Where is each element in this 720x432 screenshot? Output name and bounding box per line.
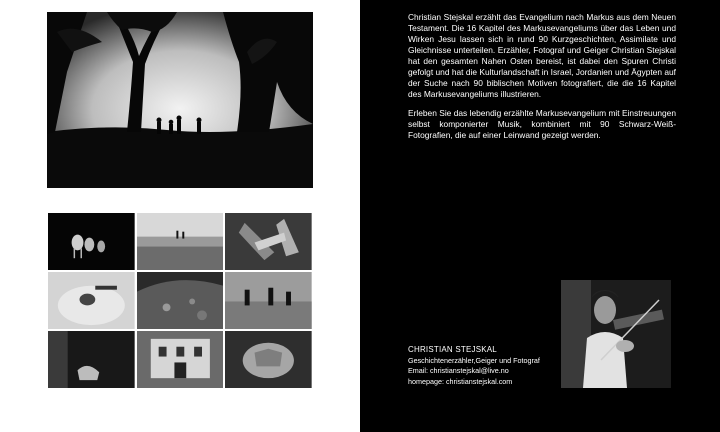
main-photo-trees-silhouette xyxy=(47,12,313,188)
description-text xyxy=(408,12,676,149)
photo-tortoise xyxy=(225,331,312,388)
photo-stones xyxy=(137,272,224,329)
description-paragraph-2: Erleben Sie das lebendig erzählte Markusevangelium mit Einstreuungen selbst komponierter Musik, kombiniert mit 90 Schwarz-Weiß-Fotografien, die auf einer Leinwand gezeigt werden. xyxy=(408,108,676,140)
photo-goats xyxy=(48,213,135,270)
photo-dark-room xyxy=(48,331,135,388)
photo-bowl xyxy=(48,272,135,329)
photo-hands xyxy=(225,213,312,270)
photo-fishermen xyxy=(225,272,312,329)
contact-name: CHRISTIAN STEJSKAL xyxy=(408,345,497,354)
contact-role: Geschichtenerzähler,Geiger und Fotograf xyxy=(408,355,540,365)
contact-info xyxy=(408,345,608,387)
contact-email[interactable]: Email: christianstejskal@live.no xyxy=(408,366,509,375)
contact-homepage[interactable]: homepage: christianstejskal.com xyxy=(408,376,513,386)
photo-beach xyxy=(137,213,224,270)
photo-grid xyxy=(48,213,312,388)
photo-building xyxy=(137,331,224,388)
description-paragraph-1: Christian Stejskal erzählt das Evangelium nach Markus aus dem Neuen Testament. Die 16 Kapitel des Markusevangeliums über das Leben und Wirken Jesu lassen sich in rund 90 Kurzgeschichten, Assimilate und Gleichnisse unterteilen. Erzähler, Fotograf und Geiger Christian Stejskal hat den gesamten Nahen Osten bereist, ist dabei den Spuren Christi gefolgt und hat die Kulturlandschaft in Israel, Jordanien und Ägypten auf der Suche nach 90 biblischen Motiven fotografiert, die die 16 Kapitel des Markusevangeliums illustrieren. xyxy=(408,12,676,99)
